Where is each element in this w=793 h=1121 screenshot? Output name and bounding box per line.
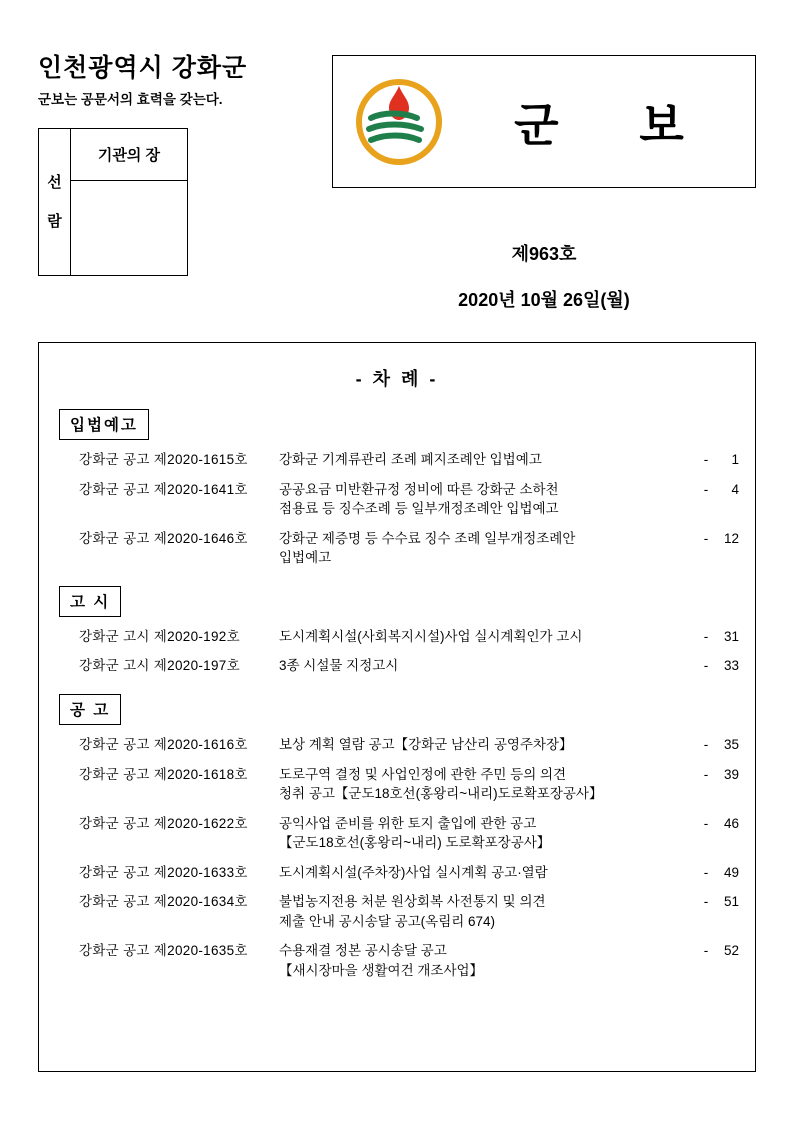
routing-stamp-box [38, 128, 188, 276]
toc-entry-title: 도시계획시설(사회복지시설)사업 실시계획인가 고시 [279, 628, 583, 644]
toc-entry-page: 39 [723, 766, 739, 782]
toc-entry-number: 강화군 고시 제2020-197호 [79, 658, 240, 674]
toc-entry-dash: - [703, 658, 709, 674]
toc-entry-number: 강화군 공고 제2020-1641호 [79, 481, 248, 497]
toc-entry[interactable] [39, 814, 755, 853]
issue-date: 2020년 10월 26일(월) [458, 290, 630, 310]
toc-entry-dash: - [703, 815, 709, 831]
toc-entry-list [39, 450, 755, 568]
toc-entry-page: 31 [723, 628, 739, 644]
toc-entry-number: 강화군 공고 제2020-1646호 [79, 530, 248, 546]
toc-entry-page: 33 [723, 658, 739, 674]
toc-section [39, 694, 755, 981]
ganghwa-gun-emblem-icon [351, 74, 447, 170]
toc-entry[interactable] [39, 941, 755, 980]
toc-entry-title: 공공요금 미반환규정 정비에 따른 강화군 소하천 점용료 등 징수조례 등 일부개정조례안 입법예고 [279, 481, 559, 517]
city-title: 인천광역시 강화군 [38, 54, 248, 82]
toc-entry-number: 강화군 공고 제2020-1622호 [79, 815, 248, 831]
toc-entry[interactable] [39, 480, 755, 519]
toc-entry[interactable] [39, 529, 755, 568]
toc-sections [39, 409, 755, 981]
toc-entry-title: 수용재결 정본 공시송달 공고 【새시장마을 생활여건 개조사업】 [279, 943, 484, 978]
toc-entry-page: 35 [723, 736, 739, 752]
toc-entry[interactable] [39, 863, 755, 883]
toc-section [39, 586, 755, 676]
toc-entry-title: 3종 시설물 지정고시 [279, 658, 399, 674]
toc-entry-dash: - [703, 628, 709, 644]
toc-entry-number: 강화군 고시 제2020-192호 [79, 628, 240, 644]
toc-entry-page: 12 [723, 530, 739, 546]
toc-entry-title: 강화군 제증명 등 수수료 징수 조례 일부개정조례안 입법예고 [279, 530, 576, 566]
toc-entry-number: 강화군 공고 제2020-1634호 [79, 894, 248, 910]
toc-entry-number: 강화군 공고 제2020-1635호 [79, 943, 248, 959]
toc-entry-number: 강화군 공고 제2020-1615호 [79, 452, 248, 467]
city-subtitle: 군보는 공문서의 효력을 갖는다. [38, 91, 223, 107]
toc-heading: - 차 례 - [355, 369, 439, 389]
toc-entry-page: 51 [723, 894, 739, 910]
toc-entry-title: 도시계획시설(주차장)사업 실시계획 공고·열람 [279, 864, 548, 880]
issue-number: 제963호 [511, 244, 577, 264]
toc-entry-dash: - [703, 452, 709, 467]
toc-section-label: 공 고 [59, 694, 121, 725]
routing-left-label [39, 129, 71, 275]
toc-entry-dash: - [703, 894, 709, 910]
toc-entry-title: 보상 계획 열람 공고【강화군 남산리 공영주차장】 [279, 736, 573, 752]
routing-head-label: 기관의 장 [71, 129, 187, 181]
toc-entry[interactable] [39, 656, 755, 676]
toc-section-label: 고 시 [59, 586, 121, 617]
toc-entry-dash: - [703, 481, 709, 497]
toc-entry-number: 강화군 공고 제2020-1633호 [79, 864, 248, 880]
masthead [38, 55, 298, 108]
gazette-title-box [332, 55, 756, 188]
toc-entry[interactable] [39, 892, 755, 931]
toc-entry[interactable] [39, 450, 755, 470]
toc-entry-number: 강화군 공고 제2020-1616호 [79, 736, 248, 752]
toc-entry-number: 강화군 공고 제2020-1618호 [79, 766, 248, 782]
toc-entry-dash: - [703, 766, 709, 782]
toc-entry-page: 52 [723, 943, 739, 959]
toc-section-label: 입법예고 [59, 409, 149, 440]
routing-left-char-2: 람 [47, 213, 62, 230]
toc-entry[interactable] [39, 765, 755, 804]
toc-entry-title: 강화군 기계류관리 조례 폐지조례안 입법예고 [279, 452, 542, 467]
toc-section [39, 409, 755, 568]
toc-entry-dash: - [703, 736, 709, 752]
routing-right [71, 129, 187, 275]
toc-entry-title: 불법농지전용 처분 원상회복 사전통지 및 의견 제출 안내 공시송달 공고(옥림리 674) [279, 894, 546, 929]
toc-entry-page: 49 [723, 864, 739, 880]
toc-entry-page: 46 [723, 815, 739, 831]
toc-entry-dash: - [703, 530, 709, 546]
toc-entry[interactable] [39, 735, 755, 755]
toc-entry-list [39, 627, 755, 676]
toc-entry-dash: - [703, 864, 709, 880]
toc-entry[interactable] [39, 627, 755, 647]
routing-signature-area [71, 181, 187, 275]
toc-entry-title: 도로구역 결정 및 사업인정에 관한 주민 등의 의견 청취 공고【군도18호선(홍왕리~내리)도로확포장공사】 [279, 766, 603, 802]
toc-entry-page: 4 [731, 481, 739, 497]
gazette-title: 군 보 [514, 98, 718, 151]
toc-entry-list [39, 735, 755, 981]
toc-entry-page: 1 [731, 452, 739, 467]
toc-entry-title: 공익사업 준비를 위한 토지 출입에 관한 공고 【군도18호선(홍왕리~내리) 도로확포장공사】 [279, 815, 551, 851]
table-of-contents [38, 342, 756, 1072]
toc-entry-dash: - [703, 943, 709, 959]
routing-left-char-1: 선 [47, 174, 62, 191]
